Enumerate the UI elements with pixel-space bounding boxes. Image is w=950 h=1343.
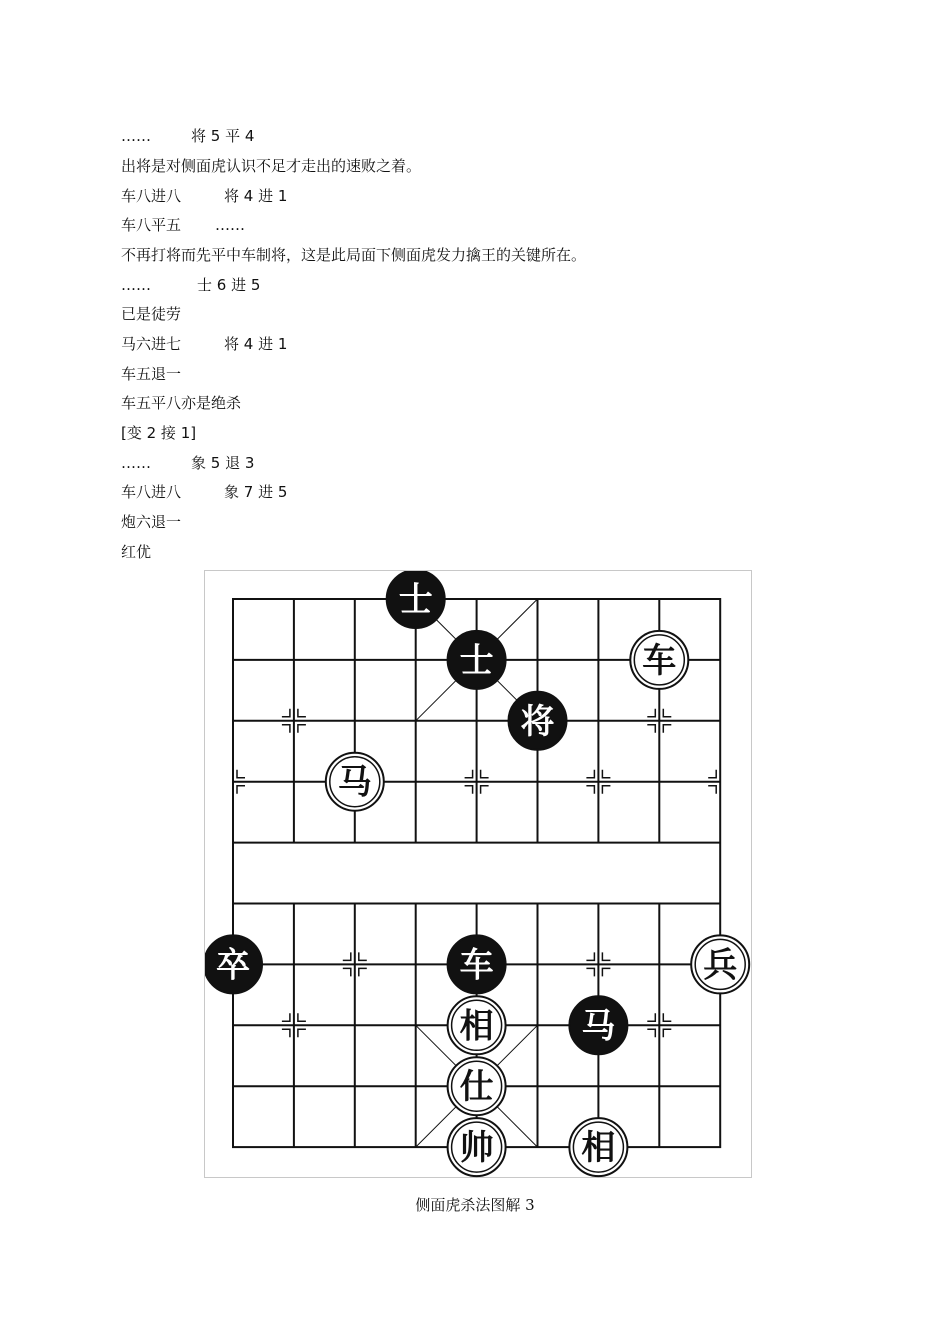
move-col-b: 士 6 进 5 — [197, 276, 261, 294]
position-marker — [602, 770, 610, 778]
position-marker — [647, 1013, 655, 1021]
comment-line — [121, 364, 181, 384]
move-line — [121, 186, 287, 206]
move-col-a: 车八进八 — [121, 187, 182, 205]
comment-line — [121, 542, 151, 562]
xiangqi-board-figure — [204, 570, 752, 1178]
move-line — [121, 215, 245, 235]
piece-label: 马 — [581, 1006, 616, 1047]
position-marker — [481, 786, 489, 794]
position-marker — [237, 770, 245, 778]
position-marker — [465, 786, 473, 794]
position-marker — [237, 786, 245, 794]
position-marker — [708, 770, 716, 778]
position-marker — [481, 770, 489, 778]
comment-text: 车五平八亦是绝杀 — [121, 394, 242, 412]
move-col-b: 将 4 进 1 — [224, 187, 288, 205]
piece-label: 仕 — [459, 1067, 494, 1108]
position-marker — [602, 786, 610, 794]
piece-label: 兵 — [703, 945, 738, 986]
move-col-b: 象 7 进 5 — [224, 483, 288, 501]
piece-label: 帅 — [459, 1128, 494, 1169]
variation-text: [变 2 接 1] — [121, 424, 197, 442]
move-line — [121, 275, 260, 295]
move-col-a: 马六进七 — [121, 335, 182, 353]
piece-label: 相 — [459, 1006, 494, 1047]
position-marker — [647, 709, 655, 717]
position-marker — [282, 1029, 290, 1037]
variation-line — [121, 423, 196, 443]
move-col-a: 车八平五 — [121, 216, 182, 234]
comment-line — [121, 304, 181, 324]
position-marker — [602, 952, 610, 960]
comment-line — [121, 393, 241, 413]
piece-label: 车 — [642, 640, 677, 681]
move-col-b: 将 4 进 1 — [224, 335, 288, 353]
move-line — [121, 453, 254, 473]
move-col-b: 将 5 平 4 — [191, 127, 255, 145]
position-marker — [708, 786, 716, 794]
move-col-b: …… — [215, 216, 246, 234]
position-marker — [282, 1013, 290, 1021]
comment-text: 出将是对侧面虎认识不足才走出的速败之着。 — [121, 157, 422, 175]
position-marker — [282, 709, 290, 717]
position-marker — [586, 786, 594, 794]
position-marker — [359, 952, 367, 960]
position-marker — [298, 1029, 306, 1037]
position-marker — [647, 725, 655, 733]
position-marker — [298, 1013, 306, 1021]
comment-line — [121, 156, 421, 176]
move-col-a: …… — [121, 127, 151, 145]
move-col-a: 车八进八 — [121, 483, 182, 501]
move-line — [121, 126, 254, 146]
position-marker — [602, 968, 610, 976]
position-marker — [282, 725, 290, 733]
position-marker — [586, 968, 594, 976]
position-marker — [343, 952, 351, 960]
position-marker — [343, 968, 351, 976]
position-marker — [586, 952, 594, 960]
move-col-a: …… — [121, 454, 151, 472]
comment-line — [121, 512, 181, 532]
position-marker — [298, 725, 306, 733]
move-col-a: …… — [121, 276, 151, 294]
comment-line — [121, 245, 586, 265]
position-marker — [663, 725, 671, 733]
position-marker — [663, 1029, 671, 1037]
piece-label: 士 — [398, 580, 433, 620]
comment-text: 炮六退一 — [121, 513, 182, 531]
piece-label: 士 — [459, 640, 494, 681]
move-line — [121, 334, 287, 354]
xiangqi-board — [205, 571, 753, 1179]
position-marker — [298, 709, 306, 717]
piece-label: 相 — [581, 1128, 616, 1169]
piece-label: 马 — [337, 762, 372, 803]
move-line — [121, 482, 287, 502]
move-col-b: 象 5 退 3 — [191, 454, 255, 472]
position-marker — [647, 1029, 655, 1037]
comment-text: 不再打将而先平中车制将，这是此局面下侧面虎发力擒王的关键所在。 — [121, 246, 587, 264]
position-marker — [465, 770, 473, 778]
position-marker — [359, 968, 367, 976]
comment-text: 车五退一 — [121, 365, 182, 383]
figure-caption: 侧面虎杀法图解 3 — [415, 1196, 535, 1214]
position-marker — [663, 1013, 671, 1021]
comment-text: 红优 — [121, 543, 152, 561]
piece-label: 将 — [520, 701, 555, 742]
comment-text: 已是徒劳 — [121, 305, 182, 323]
position-marker — [663, 709, 671, 717]
position-marker — [586, 770, 594, 778]
piece-label: 车 — [459, 945, 494, 986]
piece-label: 卒 — [216, 945, 250, 986]
